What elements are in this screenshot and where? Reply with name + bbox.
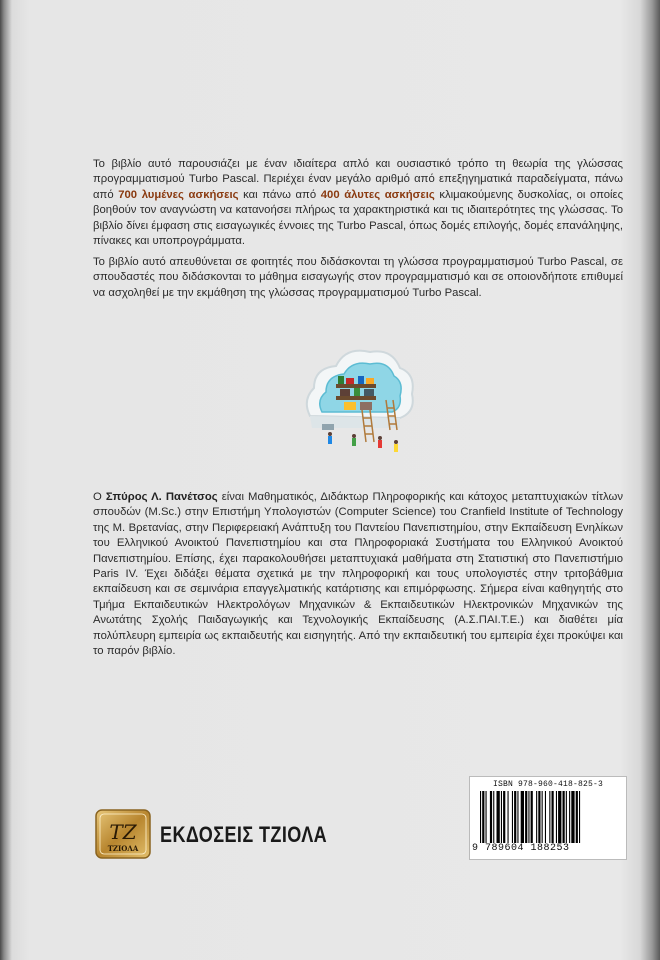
description-paragraph-1 [93, 157, 623, 249]
barcode-bar [482, 791, 484, 843]
barcode-bar [528, 791, 529, 843]
cloud-computing-illustration [300, 338, 416, 458]
barcode-bar [508, 791, 509, 843]
barcode-bar [556, 791, 557, 843]
barcode-bar [497, 791, 500, 843]
author-bio-text: είναι Μαθηματικός, Διδάκτωρ Πληροφορικής και κάτοχος μεταπτυχιακών τίτλων σπουδών (M.Sc.) στην Επιστήμη Υπολογιστών (Computer Science) του Cranfield Institute of Technology της Μ. Βρετανίας, στην Περιφερειακή Ανάπτυξη του Παντείου Πανεπιστημίου, στην Εκπαίδευση Ενηλίκων του Ελληνικού Ανοικτού Πανεπιστημίου και στα Πληροφοριακά Συστήματα του Ελληνικού Ανοικτού Πανεπιστημίου. Επίσης, έχει παρακολουθήσει μεταπτυχιακά μαθήματα στη Στατιστική στο Πανεπιστήμιο Paris IV. Έχει διδάξει θέματα σχετικά με την πληροφορική και τους υπολογιστές στην τριτοβάθμια εκπαίδευση και σε σεμινάρια επαγγελματικής κατάρτισης και επιμόρφωσης. Σήμερα είναι καθηγητής στο Τμήμα Εκπαιδευτικών Ηλεκτρολόγων Μηχανικών & Εκπαιδευτικών Ηλεκτρονικών Μηχανικών της Ανωτάτης Σχολής Παιδαγωγικής και Τεχνολογικής Εκπαίδευσης (Α.Σ.ΠΑΙ.Τ.Ε.) και διαθέτει μία πολύπλευρη εμπειρία ως εκπαιδευτής και εισηγητής. Από την εκπαιδευτική του εμπειρία έχει προκύψει και το παρόν βιβλίο. [93, 491, 624, 658]
barcode-bar [512, 791, 513, 843]
barcode-bar [490, 791, 492, 843]
isbn-label: ISBN 978-960-418-825-3 [492, 780, 604, 789]
barcode-bar [525, 791, 527, 843]
barcode-bars [480, 791, 622, 843]
barcode-bar [536, 791, 537, 843]
publisher-name: ΕΚΔΟΣΕΙΣ ΤΖΙΟΛΑ [160, 822, 328, 847]
barcode-bar [531, 791, 533, 843]
description-text: και πάνω από [238, 188, 321, 201]
description-text: Το βιβλίο αυτό παρουσιάζει με έναν ιδιαίτερα απλό και ουσιαστικό τρόπο τη θεωρία της γλώσσας προγραμματισμού Turbo Pascal. Περιέχει έναν μεγάλο αριθμό από επεξηγηματικά παραδείγματα, πάνω από [93, 158, 623, 201]
logo-letters: ΤΖ [109, 820, 137, 844]
barcode-bar [549, 791, 550, 843]
highlight-solved-exercises: 700 λυμένες ασκήσεις [118, 188, 239, 201]
barcode-bar [480, 791, 481, 843]
barcode-bar [517, 791, 518, 843]
barcode-digits: 9 789604 188253 [472, 843, 570, 854]
barcode-bar [501, 791, 502, 843]
author-prefix: Ο [93, 491, 106, 503]
barcode-bar [521, 791, 524, 843]
barcode-bar [503, 791, 505, 843]
logo-name: ΤΖΙΟΛΑ [107, 844, 139, 853]
author-bio-paragraph [93, 490, 623, 659]
description-text: κλιμακούμενης δυσκολίας, οι οποίες βοηθούν τον αναγνώστη να κατανοήσει πλήρως τα χαρακτηριστικά και τις ιδιαιτερότητες της γλώσσας. Το βιβλίο δίνει έμφαση στις εισαγωγικές έννοιες της Turbo Pascal, όπως δομές επιλογής, δομές επανάληψης, πίνακες και υποπρογράμματα. [93, 188, 624, 248]
barcode-bar [493, 791, 494, 843]
barcode-bar [558, 791, 561, 843]
author-name: Σπύρος Λ. Πανέτσος [105, 491, 218, 503]
barcode-bar [566, 791, 567, 843]
highlight-unsolved-exercises: 400 άλυτες ασκήσεις [320, 188, 435, 201]
publisher-logo [94, 808, 152, 860]
barcode-bar [569, 791, 570, 843]
barcode-bar [552, 791, 554, 843]
barcode-bar [486, 791, 487, 843]
isbn-barcode [469, 776, 627, 860]
barcode-bar [579, 791, 580, 843]
barcode-bar [514, 791, 516, 843]
barcode-bar [571, 791, 574, 843]
barcode-bar [563, 791, 565, 843]
barcode-bar [542, 791, 543, 843]
barcode-bar [576, 791, 578, 843]
barcode-bar [545, 791, 546, 843]
description-paragraph-2: Το βιβλίο αυτό απευθύνεται σε φοιτητές που διδάσκονται τη γλώσσα προγραμματισμού Turbo Pascal, σε σπουδαστές που διδάσκονται το μάθημα εισαγωγής στον προγραμματισμό και σε οποιονδήποτε επιθυμεί να ασχοληθεί με την εκμάθηση της γλώσσας προγραμματισμού Turbo Pascal. [93, 256, 623, 299]
barcode-bar [538, 791, 540, 843]
